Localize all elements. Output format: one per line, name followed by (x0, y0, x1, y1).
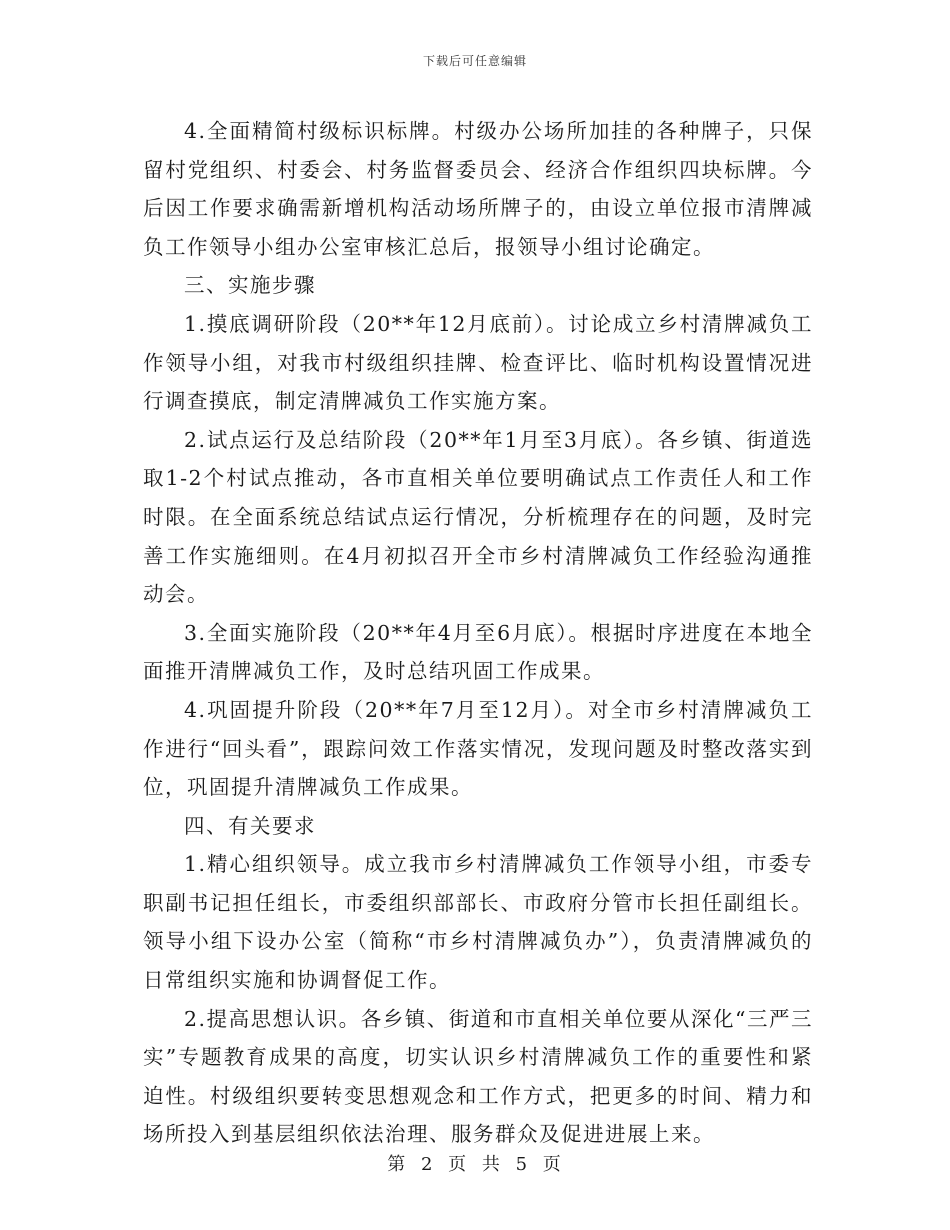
section-heading-steps: 三、实施步骤 (184, 273, 316, 298)
page-header: 下载后可任意编辑 (422, 54, 527, 68)
paragraph-step-1: 1.摸底调研阶段（20**年12月底前）。讨论成立乡村清牌减负工作领导小组，对我市村级组织挂牌、检查评比、临时机构设置情况进行调查摸底，制定清牌减负工作实施方案。 (143, 311, 813, 414)
document-body (143, 112, 813, 1154)
paragraph-requirement-2: 2.提高思想认识。各乡镇、街道和市直相关单位要从深化“三严三实”专题教育成果的高度，切实认识乡村清牌减负工作的重要性和紧迫性。村级组织要转变思想观念和工作方式，把更多的时间、精力和场所投入到基层组织依法治理、服务群众及促进进展上来。 (143, 1006, 813, 1147)
paragraph-requirement-1: 1.精心组织领导。成立我市乡村清牌减负工作领导小组，市委专职副书记担任组长，市委组织部部长、市政府分管市长担任副组长。领导小组下设办公室（简称“市乡村清牌减负办”），负责清牌减负的日常组织实施和协调督促工作。 (143, 852, 813, 993)
paragraph-step-4: 4.巩固提升阶段（20**年7月至12月）。对全市乡村清牌减负工作进行“回头看”，跟踪问效工作落实情况，发现问题及时整改落实到位，巩固提升清牌减负工作成果。 (143, 697, 813, 800)
page-number: 第 2 页 共 5 页 (387, 1154, 563, 1175)
section-heading-requirements: 四、有关要求 (184, 813, 316, 838)
paragraph-step-3: 3.全面实施阶段（20**年4月至6月底）。根据时序进度在本地全面推开清牌减负工作，及时总结巩固工作成果。 (143, 620, 813, 684)
paragraph-step-2: 2.试点运行及总结阶段（20**年1月至3月底）。各乡镇、街道选取1-2个村试点推动，各市直相关单位要明确试点工作责任人和工作时限。在全面系统总结试点运行情况，分析梳理存在的问题，及时完善工作实施细则。在4月初拟召开全市乡村清牌减负工作经验沟通推动会。 (143, 427, 813, 607)
paragraph-signage: 4.全面精简村级标识标牌。村级办公场所加挂的各种牌子，只保留村党组织、村委会、村务监督委员会、经济合作组织四块标牌。今后因工作要求确需新增机构活动场所牌子的，由设立单位报市清牌减负工作领导小组办公室审核汇总后，报领导小组讨论确定。 (143, 119, 813, 259)
